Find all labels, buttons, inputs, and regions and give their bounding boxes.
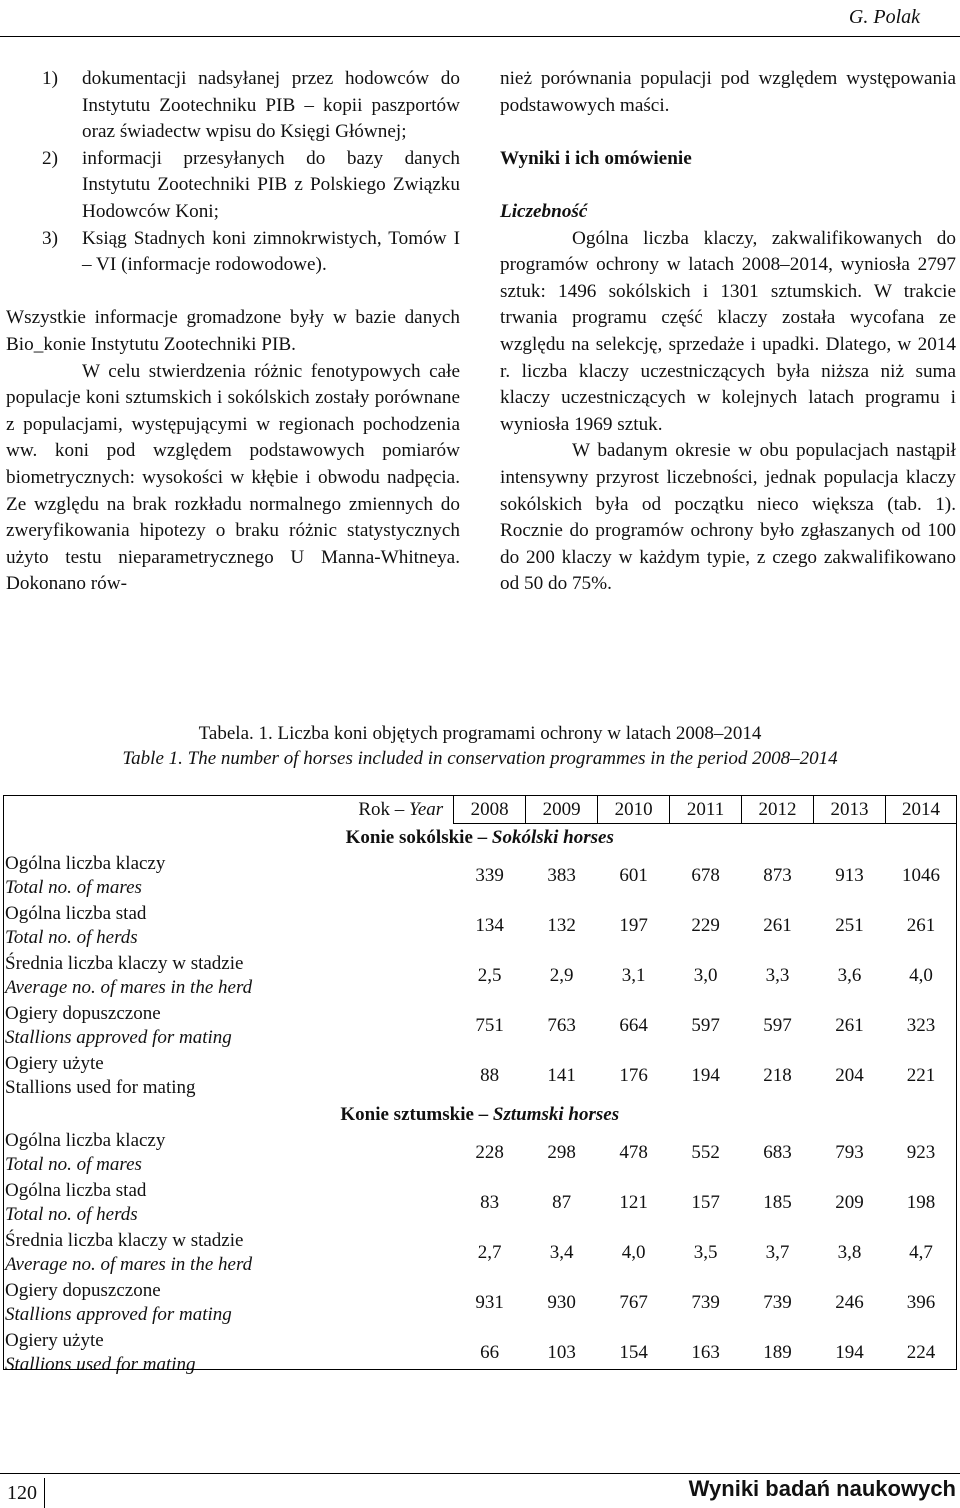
year-header: Rok – Year bbox=[358, 798, 444, 820]
table-cell: 3,0 bbox=[693, 965, 718, 986]
table-cell: 66 bbox=[480, 1342, 500, 1363]
table-row bbox=[3, 1051, 957, 1101]
year-cell: 2009 bbox=[526, 796, 598, 824]
table-cell: 4,7 bbox=[909, 1242, 933, 1263]
row-label: Ogiery dopuszczone Stallions approved for mating bbox=[5, 1003, 232, 1048]
subsection-heading: Liczebność bbox=[500, 200, 588, 222]
table-cell: 83 bbox=[480, 1192, 500, 1213]
table-cell: 4,0 bbox=[909, 965, 933, 986]
row-label: Ogiery użyte Stallions used for mating bbox=[5, 1053, 196, 1098]
table-cell: 678 bbox=[691, 865, 720, 886]
table-cell: 157 bbox=[691, 1192, 720, 1213]
table-cell: 763 bbox=[547, 1015, 576, 1036]
year-cell: 2014 bbox=[886, 796, 957, 824]
table-cell: 931 bbox=[475, 1292, 504, 1313]
table-cell: 2,5 bbox=[477, 965, 502, 986]
table-cell: 339 bbox=[475, 865, 504, 886]
list-item bbox=[6, 66, 460, 146]
table-cell: 103 bbox=[547, 1342, 576, 1363]
table-cell: 221 bbox=[906, 1065, 936, 1086]
paragraph: Wszystkie informacje gromadzone były w bazie danych Bio_konie Instytutu Zootechniki PIB. bbox=[6, 307, 460, 355]
group-header-row bbox=[3, 1101, 957, 1128]
table-cell: 189 bbox=[763, 1342, 792, 1363]
table-cell: 323 bbox=[906, 1015, 936, 1036]
table-cell: 751 bbox=[475, 1015, 504, 1036]
table-cell: 478 bbox=[619, 1142, 648, 1163]
group-header-row bbox=[3, 824, 957, 852]
row-label: Ogólna liczba klaczy Total no. of mares bbox=[5, 1130, 166, 1175]
table-cell: 383 bbox=[547, 865, 576, 886]
row-label: Ogiery użyte Stallions used for mating bbox=[5, 1330, 196, 1375]
table-header-row bbox=[3, 796, 957, 824]
table-row bbox=[3, 1278, 957, 1328]
year-cell: 2012 bbox=[742, 796, 814, 824]
table-cell: 597 bbox=[691, 1015, 720, 1036]
table-cell: 2,7 bbox=[477, 1242, 502, 1263]
paragraph: Ogólna liczba klaczy, zakwalifikowanych do programów ochrony w latach 2008–2014, wyniosła 2797 sztuk: 1496 sokólskich i 1301 sztumskich. W trakcie trwania programu część klaczy została wycofana ze względu na selekcję, sprzedaże i upadki. Dlatego, w 2014 r. liczba klaczy uczestniczących była niższa niż suma klaczy uczestniczących w kolejnych latach programu i wyniosła 1969 sztuk. bbox=[500, 227, 956, 435]
table-cell: 930 bbox=[547, 1292, 576, 1313]
list-number: 3) bbox=[42, 227, 58, 249]
list-item bbox=[6, 226, 460, 279]
table-cell: 873 bbox=[763, 865, 792, 886]
page-number: 120 bbox=[0, 1478, 45, 1508]
table-cell: 3,3 bbox=[765, 965, 790, 986]
table-cell: 261 bbox=[763, 915, 792, 936]
table-cell: 298 bbox=[547, 1142, 576, 1163]
year-cell: 2010 bbox=[598, 796, 670, 824]
group-title: Konie sokólskie – Sokólski horses bbox=[345, 826, 614, 848]
row-label: Ogiery dopuszczone Stallions approved for mating bbox=[5, 1280, 232, 1325]
horses-table bbox=[3, 795, 957, 1378]
table-cell: 228 bbox=[475, 1142, 504, 1163]
table-cell: 3,5 bbox=[693, 1242, 718, 1263]
running-header-author: G. Polak bbox=[848, 6, 920, 28]
footer-rule bbox=[0, 1473, 960, 1474]
table-cell: 198 bbox=[906, 1192, 936, 1213]
row-label: Ogólna liczba stad Total no. of herds bbox=[5, 903, 147, 948]
table-cell: 204 bbox=[835, 1065, 864, 1086]
table-row bbox=[3, 1128, 957, 1178]
list-number: 2) bbox=[42, 147, 58, 169]
table-cell: 229 bbox=[691, 915, 720, 936]
list-number: 1) bbox=[42, 68, 58, 89]
table-cell: 176 bbox=[619, 1065, 648, 1086]
paragraph: W badanym okresie w obu populacjach nastąpił intensywny przyrost liczebności, jednak populacja klaczy sokólskich była od początku nieco większa (tab. 1). Rocznie do programów ochrony było zgłaszanych od 100 do 200 klaczy w każdym typie, z czego zakwalifikowano od 50 do 75%. bbox=[500, 440, 956, 595]
row-label: Średnia liczba klaczy w stadzie Average no. of mares in the herd bbox=[5, 953, 253, 998]
row-label: Średnia liczba klaczy w stadzie Average no. of mares in the herd bbox=[5, 1230, 253, 1275]
table-cell: 134 bbox=[475, 915, 504, 936]
table-cell: 3,1 bbox=[621, 965, 646, 986]
table-cell: 141 bbox=[547, 1065, 576, 1086]
table-cell: 3,4 bbox=[549, 1242, 574, 1263]
table-cell: 3,7 bbox=[765, 1242, 790, 1263]
table-cell: 1046 bbox=[902, 865, 940, 886]
table-cell: 767 bbox=[619, 1292, 648, 1313]
list-text: informacji przesyłanych do bazy danych Instytutu Zootechniki PIB z Polskiego Związku Hodowców Koni; bbox=[82, 147, 460, 222]
table-row bbox=[3, 851, 957, 901]
list-text: dokumentacji nadsyłanej przez hodowców do Instytutu Zootechniku PIB – kopii paszportów oraz świadectw wpisu do Księgi Głównej; bbox=[82, 68, 460, 143]
table-cell: 601 bbox=[619, 865, 648, 886]
paragraph: W celu stwierdzenia różnic fenotypowych całe populacje koni sztumskich i sokólskich zostały porównane z populacjami, występującymi w regionach pochodzenia ww. koni pod względem podstawowych pomiarów biometrycznych: wysokości w kłębie i obwodu nadpęcia. Ze względu na brak rozkładu normalnego zmiennych do zweryfikowania hipotezy o braku różnic statystycznych użyto testu nieparametrycznego U Manna-Whitneya. Dokonano rów- bbox=[6, 360, 460, 595]
table-cell: 739 bbox=[691, 1292, 720, 1313]
table-cell: 154 bbox=[619, 1342, 648, 1363]
paragraph: nież porównania populacji pod względem występowania podstawowych maści. bbox=[500, 68, 956, 116]
table-cell: 4,0 bbox=[621, 1242, 646, 1263]
table-row bbox=[3, 951, 957, 1001]
table-cell: 2,9 bbox=[549, 965, 574, 986]
header-rule bbox=[0, 36, 960, 37]
table-cell: 197 bbox=[619, 915, 648, 936]
right-column bbox=[500, 66, 956, 598]
table-cell: 224 bbox=[906, 1342, 936, 1363]
table-cell: 913 bbox=[835, 865, 864, 886]
year-cell: 2011 bbox=[670, 796, 742, 824]
section-heading: Wyniki i ich omówienie bbox=[500, 147, 692, 169]
table-cell: 132 bbox=[547, 915, 576, 936]
year-cell: 2013 bbox=[814, 796, 886, 824]
table-caption-en: Table 1. The number of horses included in conservation programmes in the period 2008–2014 bbox=[122, 748, 838, 769]
left-column bbox=[6, 66, 460, 598]
table-cell: 246 bbox=[835, 1292, 864, 1313]
row-label: Ogólna liczba klaczy Total no. of mares bbox=[5, 853, 166, 898]
list-text: Ksiąg Stadnych koni zimnokrwistych, Tomów I – VI (informacje rodowodowe). bbox=[82, 227, 460, 276]
table-caption-pl: Tabela. 1. Liczba koni objętych programami ochrony w latach 2008–2014 bbox=[198, 723, 762, 744]
table-row bbox=[3, 1001, 957, 1051]
table-row bbox=[3, 1328, 957, 1378]
table-cell: 194 bbox=[691, 1065, 720, 1086]
table-cell: 739 bbox=[763, 1292, 792, 1313]
table-cell: 396 bbox=[906, 1292, 936, 1313]
table-cell: 923 bbox=[906, 1142, 936, 1163]
table-cell: 683 bbox=[763, 1142, 792, 1163]
table-cell: 664 bbox=[619, 1015, 648, 1036]
table-cell: 87 bbox=[552, 1192, 572, 1213]
table-cell: 218 bbox=[763, 1065, 792, 1086]
table-cell: 121 bbox=[619, 1192, 648, 1213]
table-cell: 88 bbox=[480, 1065, 500, 1086]
table-cell: 163 bbox=[691, 1342, 720, 1363]
table-row bbox=[3, 1178, 957, 1228]
journal-name: Wyniki badań naukowych bbox=[688, 1476, 956, 1501]
table-cell: 209 bbox=[835, 1192, 864, 1213]
table-cell: 3,6 bbox=[837, 965, 862, 986]
list-item bbox=[6, 146, 460, 226]
table-cell: 261 bbox=[906, 915, 936, 936]
table-cell: 793 bbox=[835, 1142, 864, 1163]
table-row bbox=[3, 1228, 957, 1278]
table-cell: 3,8 bbox=[837, 1242, 862, 1263]
table-cell: 261 bbox=[835, 1015, 864, 1036]
row-label: Ogólna liczba stad Total no. of herds bbox=[5, 1180, 147, 1225]
table-cell: 552 bbox=[691, 1142, 720, 1163]
table-row bbox=[3, 901, 957, 951]
table-cell: 597 bbox=[763, 1015, 792, 1036]
table-cell: 194 bbox=[835, 1342, 864, 1363]
year-cell: 2008 bbox=[454, 796, 526, 824]
group-title: Konie sztumskie – Sztumski horses bbox=[340, 1103, 620, 1125]
table-cell: 251 bbox=[835, 915, 864, 936]
table-cell: 185 bbox=[763, 1192, 792, 1213]
